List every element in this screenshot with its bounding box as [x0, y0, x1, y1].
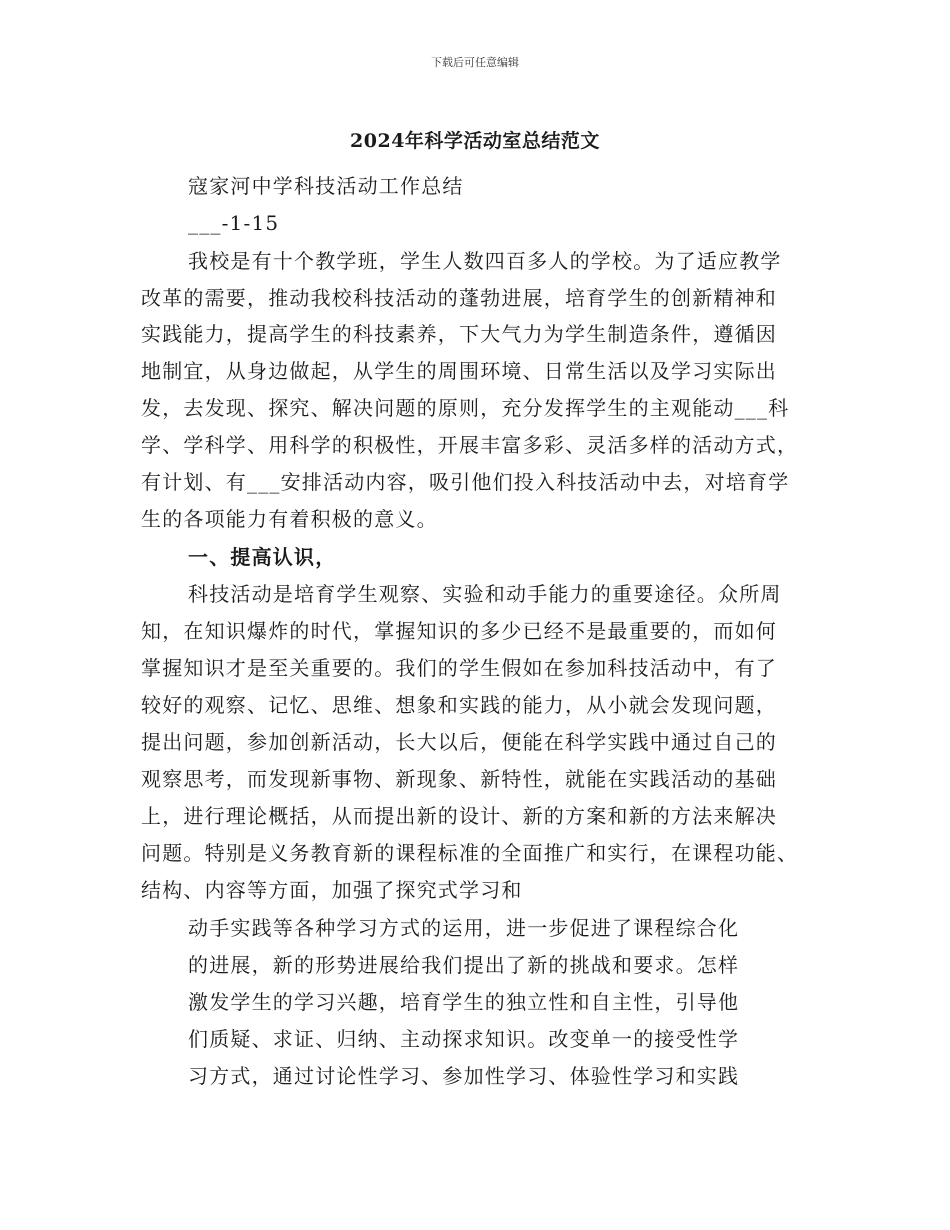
section-heading: 一、提高认识，: [188, 545, 337, 569]
paragraph-line: 们质疑、求证、归纳、主动探求知识。改变单一的接受性学: [188, 1027, 740, 1051]
paragraph-line: 较好的观察、记忆、思维、想象和实践的能力，从小就会发现问题，: [141, 693, 777, 717]
paragraph-line: 科技活动是培育学生观察、实验和动手能力的重要途径。众所周: [188, 582, 782, 606]
paragraph-line: 激发学生的学习兴趣，培育学生的独立性和自主性，引导他: [188, 990, 740, 1014]
paragraph-line: 问题。特别是义务教育新的课程标准的全面推广和实行，在课程功能、: [141, 841, 799, 865]
paragraph-line: 提出问题，参加创新活动，长大以后，便能在科学实践中通过自己的: [141, 730, 777, 754]
paragraph-line: 发，去发现、探究、解决问题的原则，充分发挥学生的主观能动___科: [141, 396, 790, 420]
paragraph-line: 改革的需要，推动我校科技活动的蓬勃进展，培育学生的创新精神和: [141, 286, 777, 310]
paragraph-line: 学、学科学、用科学的积极性，开展丰富多彩、灵活多样的活动方式，: [141, 433, 799, 457]
paragraph-line: 掌握知识才是至关重要的。我们的学生假如在参加科技活动中，有了: [141, 656, 777, 680]
header-note: 下载后可任意编辑: [431, 56, 519, 69]
document-title: 2024年科学活动室总结范文: [350, 130, 600, 152]
paragraph-line: 知，在知识爆炸的时代，掌握知识的多少已经不是最重要的，而如何: [141, 619, 777, 643]
paragraph-line: 我校是有十个教学班，学生人数四百多人的学校。为了适应教学: [188, 249, 782, 273]
subtitle-line: 寇家河中学科技活动工作总结: [188, 174, 464, 198]
paragraph-line: 习方式，通过讨论性学习、参加性学习、体验性学习和实践: [188, 1064, 740, 1088]
paragraph-line: 动手实践等各种学习方式的运用，进一步促进了课程综合化: [188, 916, 740, 940]
date-line: ___-1-15: [188, 211, 280, 235]
paragraph-line: 的进展，新的形势进展给我们提出了新的挑战和要求。怎样: [188, 953, 740, 977]
paragraph-line: 实践能力，提高学生的科技素养，下大气力为学生制造条件，遵循因: [141, 322, 777, 346]
paragraph-line: 观察思考，而发现新事物、新现象、新特性，就能在实践活动的基础: [141, 767, 777, 791]
paragraph-line: 生的各项能力有着积极的意义。: [141, 507, 438, 531]
paragraph-line: 有计划、有___安排活动内容，吸引他们投入科技活动中去，对培育学: [141, 470, 790, 494]
paragraph-line: 结构、内容等方面，加强了探究式学习和: [141, 878, 523, 902]
paragraph-line: 上，进行理论概括，从而提出新的设计、新的方案和新的方法来解决: [141, 804, 777, 828]
paragraph-line: 地制宜，从身边做起，从学生的周围环境、日常生活以及学习实际出: [141, 359, 777, 383]
